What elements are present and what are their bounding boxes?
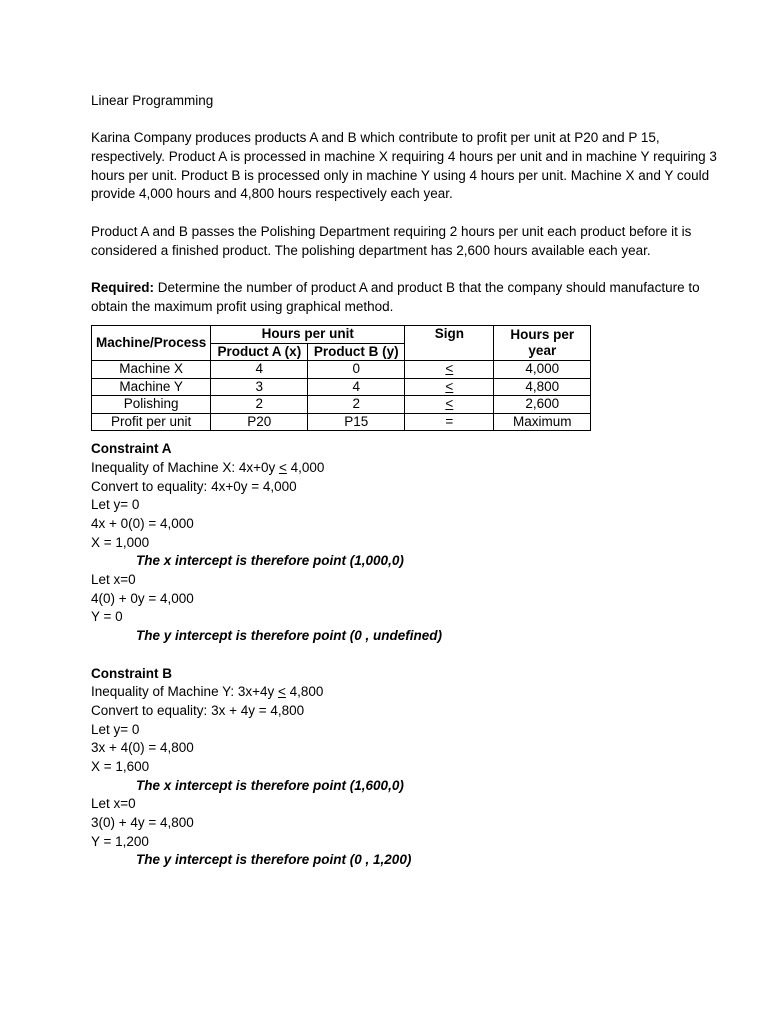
constraint-b-section (91, 665, 691, 871)
header-product-a: Product A (x) (211, 343, 308, 361)
intro-line: Karina Company produces products A and B which contribute to profit per unit at P20 and P 15, (91, 130, 660, 146)
document-title: Linear Programming (91, 93, 214, 108)
constraint-a-step: Y = 0 (91, 609, 123, 625)
polishing-paragraph (91, 223, 691, 260)
header-hours-per-year: Hours per year (494, 326, 591, 361)
inequality-value: 4,000 (286, 459, 325, 475)
intro-line: provide 4,000 hours and 4,800 hours respectively each year. (91, 186, 453, 202)
constraint-b-step: Let y= 0 (91, 721, 140, 737)
constraint-a-step: Convert to equality: 4x+0y = 4,000 (91, 478, 297, 494)
header-hours-per-unit: Hours per unit (211, 326, 405, 344)
cell-sign: < (405, 378, 494, 396)
hours-table (91, 325, 591, 431)
polishing-line: Product A and B passes the Polishing Department requiring 2 hours per unit each product before it is (91, 223, 692, 239)
cell-hours-year: 4,000 (494, 361, 591, 379)
table-row (92, 378, 591, 396)
constraint-a-y-intercept: The y intercept is therefore point (0 , undefined) (136, 628, 443, 644)
cell-product-b: 2 (308, 396, 405, 414)
document-page (91, 92, 717, 870)
constraint-b-inequality (91, 683, 691, 702)
inequality-value: 4,800 (285, 684, 324, 700)
inequality-text: Inequality of Machine Y: 3x+4y (91, 684, 278, 700)
constraint-b-step: Convert to equality: 3x + 4y = 4,800 (91, 702, 305, 718)
cell-sign: = (405, 413, 494, 431)
cell-product-a: 3 (211, 378, 308, 396)
constraint-a-heading: Constraint A (91, 441, 172, 457)
cell-product-a: P20 (211, 413, 308, 431)
constraint-b-step: Let x=0 (91, 796, 136, 812)
cell-product-b: 4 (308, 378, 405, 396)
constraint-a-step: Let x=0 (91, 572, 136, 588)
intro-line: hours per unit. Product B is processed only in machine Y using 4 hours per unit. Machine X and Y could (91, 167, 710, 183)
constraint-a-section (91, 440, 691, 646)
inequality-text: Inequality of Machine X: 4x+0y (91, 459, 279, 475)
cell-sign: < (405, 361, 494, 379)
header-product-b: Product B (y) (308, 343, 405, 361)
required-line (91, 279, 700, 298)
table-row (92, 413, 591, 431)
cell-hours-year: 2,600 (494, 396, 591, 414)
cell-process: Machine Y (92, 378, 211, 396)
constraint-b-heading: Constraint B (91, 665, 172, 681)
cell-product-a: 4 (211, 361, 308, 379)
cell-product-a: 2 (211, 396, 308, 414)
inequality-sign: < (279, 459, 287, 475)
table-row (92, 396, 591, 414)
cell-sign: < (405, 396, 494, 414)
header-sign: Sign (405, 326, 494, 361)
cell-hours-year: Maximum (494, 413, 591, 431)
constraint-b-step: Y = 1,200 (91, 833, 149, 849)
constraint-b-x-intercept: The x intercept is therefore point (1,600,0) (136, 777, 404, 793)
header-machine-process: Machine/Process (92, 326, 211, 361)
constraint-a-inequality (91, 459, 691, 478)
constraint-b-y-intercept: The y intercept is therefore point (0 , 1,200) (136, 852, 412, 868)
constraint-b-step: X = 1,600 (91, 758, 150, 774)
constraint-a-step: X = 1,000 (91, 534, 150, 550)
table-row (92, 361, 591, 379)
inequality-sign: < (278, 684, 286, 700)
intro-paragraph (91, 129, 717, 204)
constraint-a-step: 4(0) + 0y = 4,000 (91, 590, 194, 606)
constraint-b-step: 3x + 4(0) = 4,800 (91, 740, 194, 756)
cell-process: Machine X (92, 361, 211, 379)
cell-process: Profit per unit (92, 413, 211, 431)
polishing-line: considered a finished product. The polishing department has 2,600 hours available each year. (91, 242, 651, 258)
required-line: obtain the maximum profit using graphical method. (91, 298, 394, 314)
constraint-b-step: 3(0) + 4y = 4,800 (91, 815, 194, 830)
cell-process: Polishing (92, 396, 211, 414)
required-paragraph (91, 279, 700, 316)
required-label: Required: (91, 279, 155, 295)
cell-product-b: P15 (308, 413, 405, 431)
required-text: Determine the number of product A and product B that the company should manufacture to (154, 279, 700, 295)
cell-hours-year: 4,800 (494, 378, 591, 396)
table-header-row (92, 326, 591, 344)
constraint-a-x-intercept: The x intercept is therefore point (1,000,0) (136, 553, 404, 569)
cell-product-b: 0 (308, 361, 405, 379)
constraint-a-step: 4x + 0(0) = 4,000 (91, 516, 194, 531)
constraint-a-step: Let y= 0 (91, 497, 140, 513)
intro-line: respectively. Product A is processed in machine X requiring 4 hours per unit and in machine Y requiring 3 (91, 149, 717, 165)
